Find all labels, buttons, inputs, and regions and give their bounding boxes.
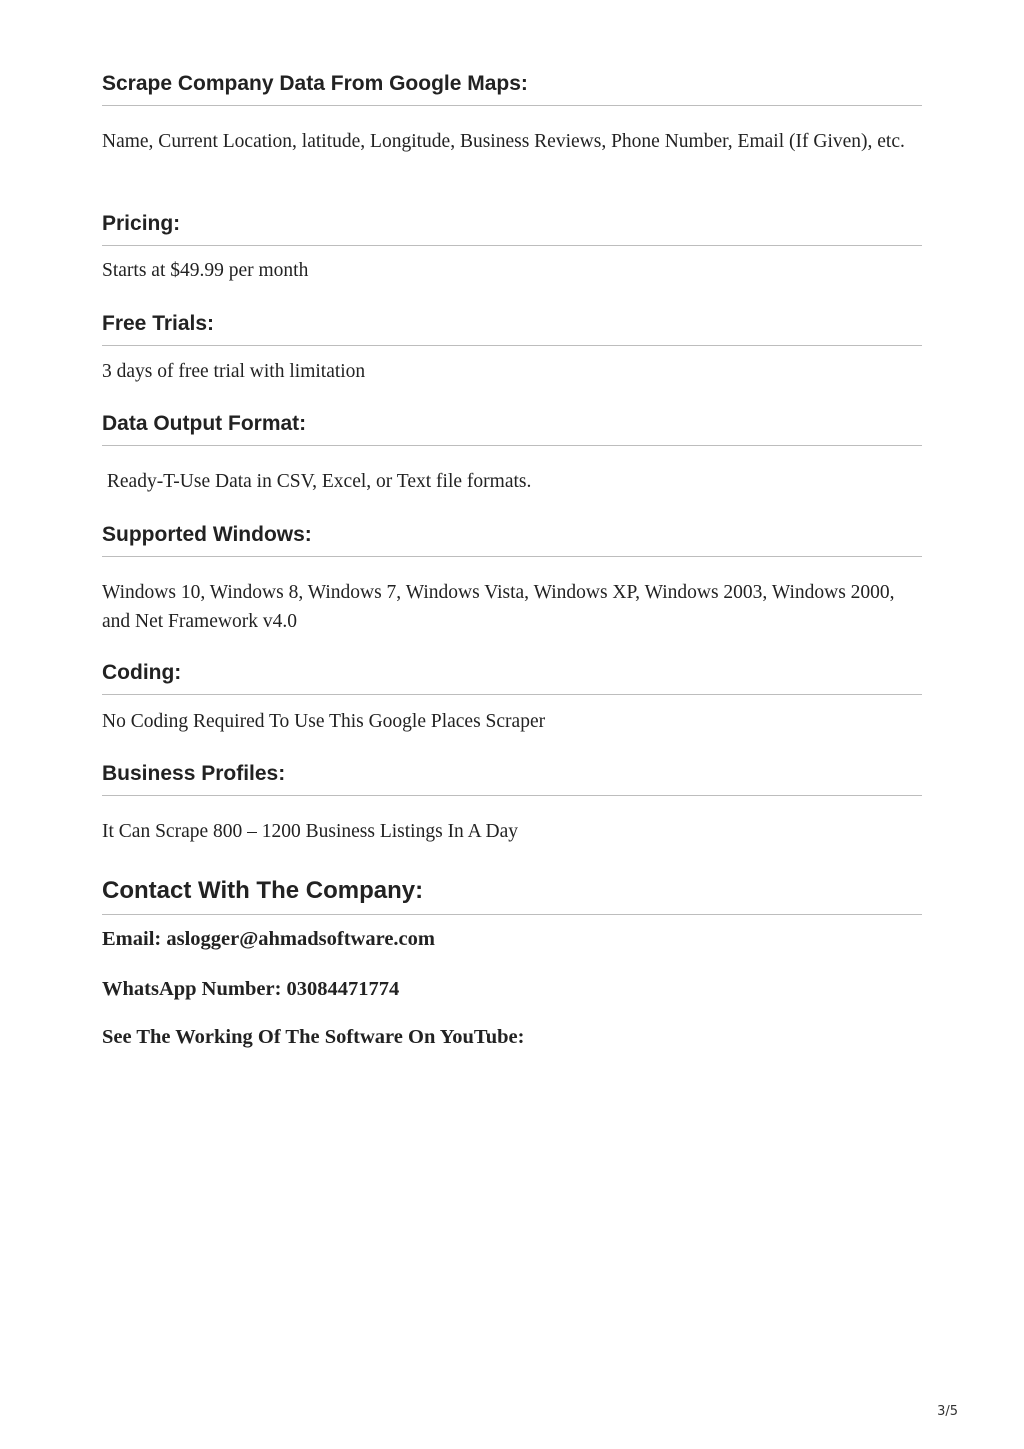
contact-heading: Contact With The Company: — [102, 876, 922, 915]
section-business-profiles — [102, 761, 922, 796]
section-heading: Scrape Company Data From Google Maps: — [102, 71, 922, 106]
section-text: Windows 10, Windows 8, Windows 7, Windows Vista, Windows XP, Windows 2003, Windows 2000, and Net Framework v4.0 — [102, 582, 895, 632]
section-heading: Coding: — [102, 660, 922, 695]
section-heading: Supported Windows: — [102, 522, 922, 557]
section-google-maps-data — [102, 71, 922, 106]
section-text: 3 days of free trial with limitation — [102, 361, 366, 382]
section-supported-windows — [102, 522, 922, 557]
section-contact — [102, 876, 922, 915]
section-text: Name, Current Location, latitude, Longitude, Business Reviews, Phone Number, Email (If Given), etc. — [102, 131, 905, 152]
section-text: No Coding Required To Use This Google Places Scraper — [102, 711, 546, 732]
section-heading: Pricing: — [102, 211, 922, 246]
contact-youtube: See The Working Of The Software On YouTube: — [102, 1026, 525, 1048]
section-text: It Can Scrape 800 – 1200 Business Listings In A Day — [102, 821, 518, 842]
contact-whatsapp: WhatsApp Number: 03084471774 — [102, 978, 400, 1000]
page-number: 3/5 — [937, 1404, 958, 1419]
section-free-trials — [102, 311, 922, 346]
section-text: Ready-T-Use Data in CSV, Excel, or Text file formats. — [102, 471, 532, 492]
section-heading: Data Output Format: — [102, 411, 922, 446]
section-heading: Business Profiles: — [102, 761, 922, 796]
section-data-output-format — [102, 411, 922, 446]
section-pricing — [102, 211, 922, 246]
contact-email: Email: aslogger@ahmadsoftware.com — [102, 928, 435, 950]
section-text: Starts at $49.99 per month — [102, 260, 309, 281]
section-coding — [102, 660, 922, 695]
section-heading: Free Trials: — [102, 311, 922, 346]
